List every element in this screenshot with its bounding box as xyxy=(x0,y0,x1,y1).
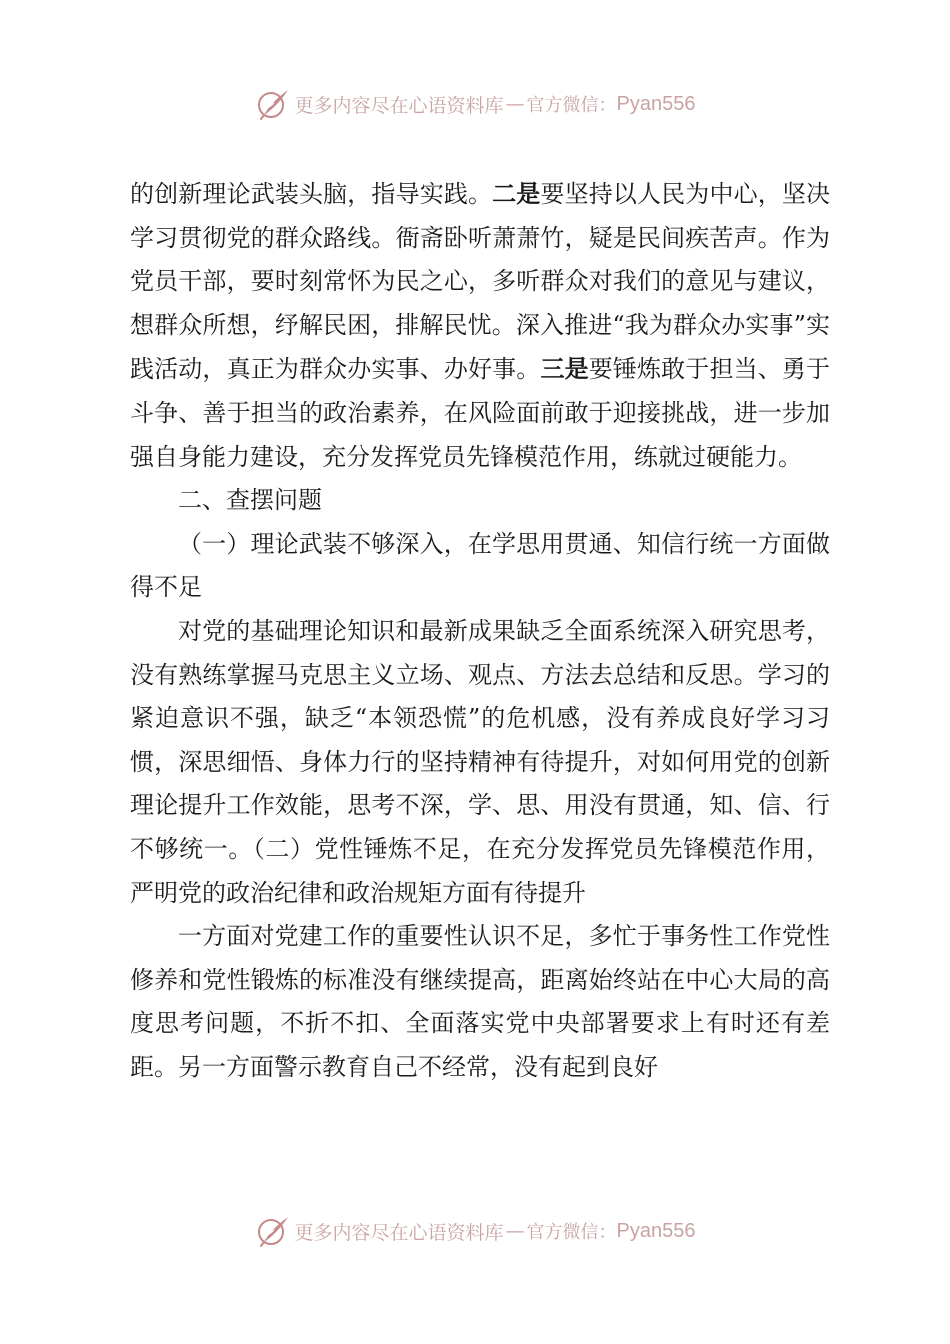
paragraph-text: 要锤炼敢于担当、勇于斗争、善于担当的政治素养，在风险面前敢于迎接挑战，进一步加强自身能力建设，充分发挥党员先锋模范作用，练就过硬能力。 xyxy=(130,355,831,471)
bold-marker-two: 二是 xyxy=(492,179,541,208)
paragraph-party-spirit: 一方面对党建工作的重要性认识不足，多忙于事务性工作党性修养和党性锻炼的标准没有继续提高，距离始终站在中心大局的高度思考问题，不折不扣、全面落实党中央部署要求上有时还有差距。另一方面警示教育自己不经常，没有起到良好 xyxy=(130,922,830,1081)
watermark-wechat-id: Pyan556 xyxy=(616,92,696,115)
paragraph-commitments xyxy=(130,172,830,479)
subsection-heading-1: （一）理论武装不够深入，在学思用贯通、知信行统一方面做得不足 xyxy=(130,529,830,602)
document-body xyxy=(130,172,830,1089)
paragraph-theory: 对党的基础理论知识和最新成果缺乏全面系统深入研究思考，没有熟练掌握马克思主义立场、观点、方法去总结和反思。学习的紧迫意识不强，缺乏“本领恐慌”的危机感，没有养成良好学习习惯，深思细悟、身体力行的坚持精神有待提升，对如何用党的创新理论提升工作效能，思考不深，学、思、用没有贯通，知、信、行不够统一。（二）党性锤炼不足，在充分发挥党员先锋模范作用，严明党的政治纪律和政治规矩方面有待提升 xyxy=(130,616,830,907)
watermark-footer xyxy=(0,1211,950,1251)
paragraph-text: 要坚持以人民为中心，坚决学习贯彻党的群众路线。衙斋卧听萧萧竹，疑是民间疾苦声。作为党员干部，要时刻常怀为民之心，多听群众对我们的意见与建议，想群众所想，纾解民困，排解民忧。深入推进“我为群众办实事”实践活动，真正为群众办实事、办好事。 xyxy=(130,180,831,384)
watermark-site-text: 更多内容尽在心语资料库 xyxy=(294,94,504,117)
paragraph-text: 的创新理论武装头脑，指导实践。 xyxy=(130,180,493,208)
bold-marker-three: 三是 xyxy=(540,354,589,384)
watermark-wechat-label: 官方微信： xyxy=(526,95,617,116)
watermark-wechat-id: Pyan556 xyxy=(616,1219,696,1242)
section-heading-2: 二、查摆问题 xyxy=(178,486,322,515)
quill-pen-logo-icon xyxy=(255,86,291,122)
watermark-wechat-label: 官方微信： xyxy=(526,1222,617,1243)
watermark-header xyxy=(0,84,950,124)
watermark-separator: — xyxy=(505,93,525,115)
watermark-separator: — xyxy=(505,1220,525,1242)
watermark-site-text: 更多内容尽在心语资料库 xyxy=(294,1221,504,1244)
quill-pen-logo-icon xyxy=(255,1213,291,1249)
